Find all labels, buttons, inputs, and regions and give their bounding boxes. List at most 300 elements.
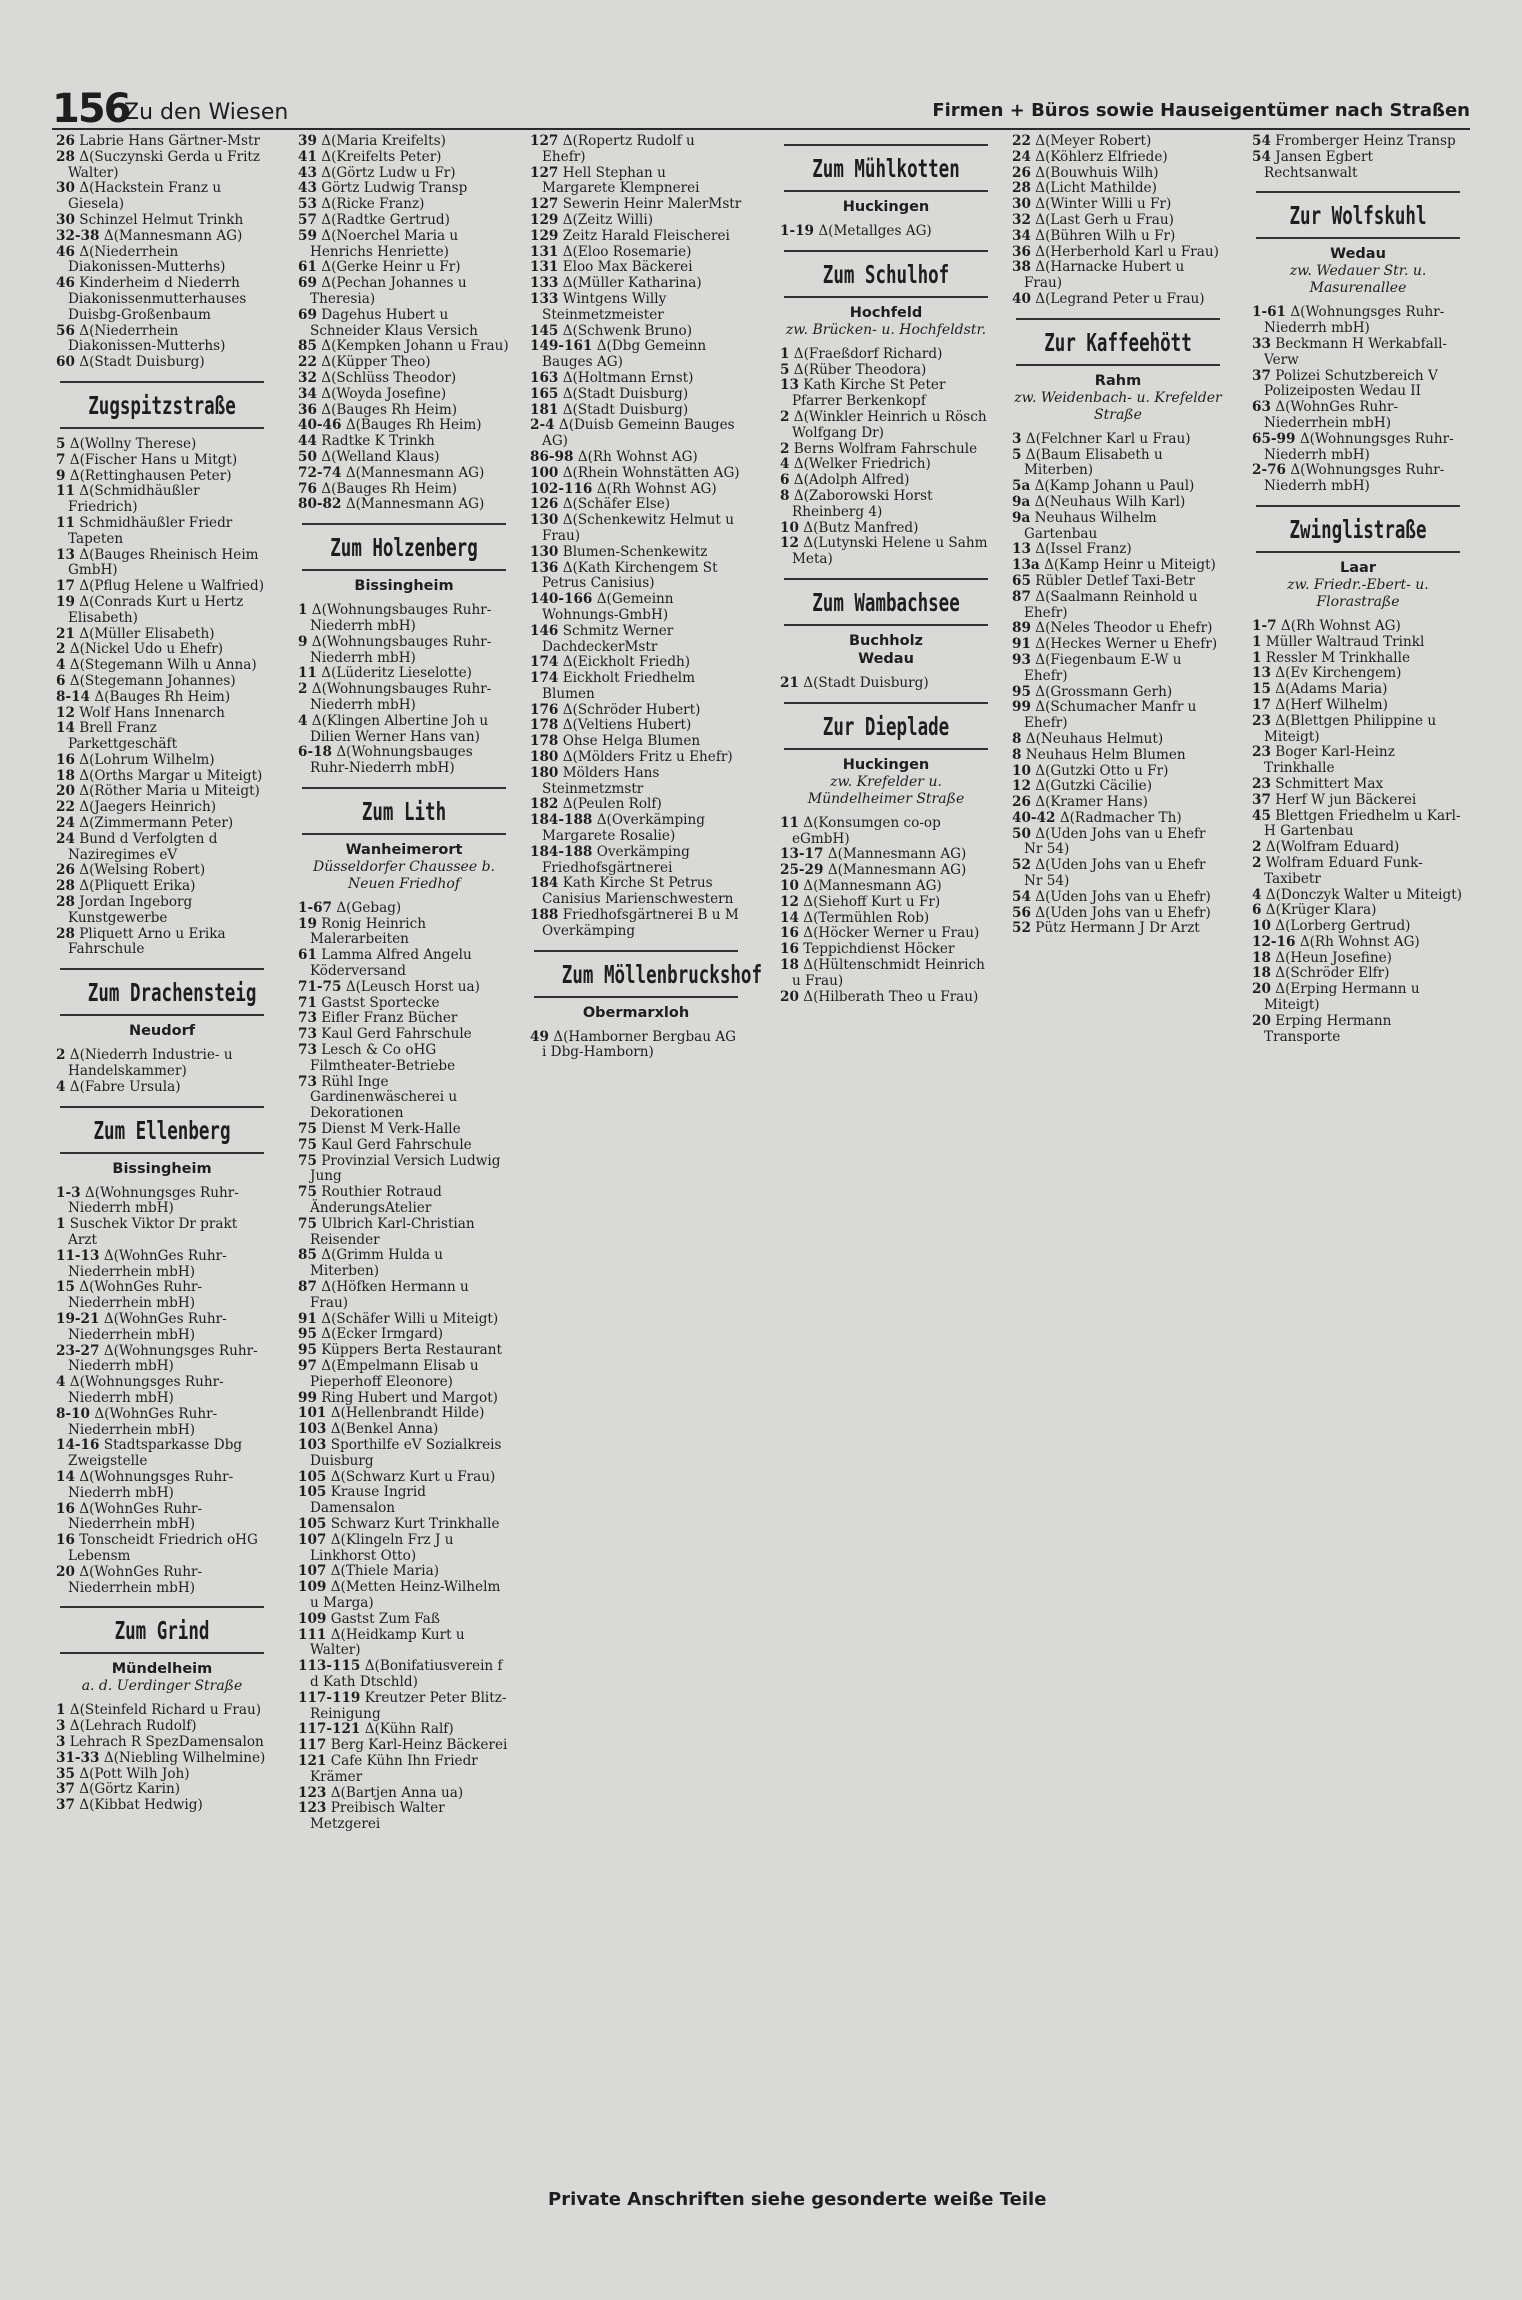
directory-entry bbox=[298, 339, 510, 355]
directory-entry bbox=[530, 466, 742, 482]
house-number: 97 bbox=[298, 1358, 317, 1374]
entry-text: Δ(Termühlen Rob) bbox=[803, 909, 930, 926]
directory-entry bbox=[298, 229, 510, 261]
house-number: 54 bbox=[1252, 133, 1271, 149]
house-number: 52 bbox=[1012, 857, 1031, 874]
house-number: 61 bbox=[298, 947, 317, 964]
directory-entry bbox=[780, 442, 992, 458]
house-number: 12 bbox=[56, 704, 75, 721]
house-number: 28 bbox=[56, 894, 75, 911]
house-number: 12 bbox=[1012, 778, 1031, 795]
house-number: 59 bbox=[298, 227, 317, 244]
house-number: 23-27 bbox=[56, 1342, 100, 1359]
directory-entry bbox=[56, 134, 268, 150]
directory-entry bbox=[780, 410, 992, 442]
house-number: 22 bbox=[1012, 133, 1031, 149]
entry-text: Δ(Kamp Johann u Paul) bbox=[1034, 478, 1195, 495]
directory-entry bbox=[1252, 919, 1464, 935]
entry-text: Neuhaus Helm Blumen bbox=[1025, 746, 1186, 763]
entry-text: Schinzel Helmut Trinkh bbox=[79, 211, 244, 228]
directory-entry bbox=[530, 387, 742, 403]
directory-entry bbox=[1252, 903, 1464, 919]
directory-entry bbox=[530, 1030, 742, 1062]
directory-entry bbox=[298, 1612, 510, 1628]
entry-text: Δ(Rhein Wohnstätten AG) bbox=[562, 464, 740, 481]
house-number: 75 bbox=[298, 1152, 317, 1169]
directory-entry bbox=[56, 1470, 268, 1502]
directory-entry bbox=[1252, 777, 1464, 793]
entry-text: Δ(Herberhold Karl u Frau) bbox=[1035, 243, 1219, 260]
district-name: Wanheimerort bbox=[345, 841, 463, 858]
directory-entry bbox=[298, 1470, 510, 1486]
directory-entry bbox=[530, 655, 742, 671]
entry-text: Δ(Suczynski Gerda u Fritz Walter) bbox=[68, 148, 261, 181]
entry-text: Δ(Conrads Kurt u Hertz Elisabeth) bbox=[68, 593, 244, 626]
district-name: Huckingen bbox=[842, 199, 930, 215]
directory-entry bbox=[530, 418, 742, 450]
house-number: 37 bbox=[1252, 367, 1271, 384]
directory-entry bbox=[56, 1080, 268, 1096]
directory-entry bbox=[530, 134, 742, 166]
entry-text: Δ(Klingen Albertine Joh u Dilien Werner Hans van) bbox=[310, 712, 489, 745]
entry-text: Wintgens Willy Steinmetzmeister bbox=[542, 290, 667, 323]
entry-text: Δ(Adams Maria) bbox=[1275, 681, 1388, 698]
directory-entry bbox=[298, 1343, 510, 1359]
house-number: 32-38 bbox=[56, 227, 100, 244]
entry-text: Δ(Last Gerh u Frau) bbox=[1035, 211, 1174, 228]
house-number: 6 bbox=[780, 472, 790, 489]
section-rule bbox=[784, 702, 988, 704]
section-rule bbox=[60, 1152, 264, 1154]
house-number: 113-115 bbox=[298, 1658, 361, 1675]
section-rule bbox=[302, 523, 506, 525]
directory-entry bbox=[780, 676, 992, 692]
entry-text: Δ(Pflug Helene u Walfried) bbox=[79, 578, 265, 595]
street-name: Zum Holzenberg bbox=[330, 533, 478, 563]
entry-text: Δ(WohnGes Ruhr-Niederrhein mbH) bbox=[68, 1500, 203, 1533]
house-number: 22 bbox=[298, 354, 317, 371]
street-name: Zum Ellenberg bbox=[93, 1115, 231, 1145]
directory-entry bbox=[530, 482, 742, 498]
directory-entry bbox=[298, 1754, 510, 1786]
house-number: 2 bbox=[1252, 839, 1262, 856]
directory-entry bbox=[298, 197, 510, 213]
entry-text: Δ(Mannesmann AG) bbox=[345, 464, 485, 481]
column-3 bbox=[530, 133, 762, 1061]
section-rule bbox=[302, 569, 506, 571]
house-number: 2 bbox=[780, 440, 790, 457]
house-number: 4 bbox=[298, 712, 308, 729]
entry-text: Δ(Thiele Maria) bbox=[330, 1563, 440, 1580]
house-number: 102-116 bbox=[530, 480, 593, 497]
house-number: 184-188 bbox=[530, 812, 593, 829]
house-number: 4 bbox=[1252, 886, 1262, 903]
entry-text: Δ(Lüderitz Lieselotte) bbox=[321, 665, 472, 682]
entry-text: Δ(Welland Klaus) bbox=[321, 448, 440, 465]
district-name: Laar bbox=[1340, 559, 1376, 576]
section-rule bbox=[1016, 364, 1220, 366]
entry-text: Δ(Ev Kirchengem) bbox=[1275, 665, 1402, 682]
directory-entry bbox=[1252, 635, 1464, 651]
house-number: 13-17 bbox=[780, 846, 824, 863]
entry-text: Δ(Fiegenbaum E-W u Ehefr) bbox=[1024, 651, 1182, 684]
directory-entry bbox=[298, 355, 510, 371]
entry-text: Δ(Mannesmann AG) bbox=[345, 496, 485, 513]
directory-entry bbox=[56, 1751, 268, 1767]
entry-text: Ohse Helga Blumen bbox=[562, 733, 701, 750]
entry-text: Δ(Ricke Franz) bbox=[321, 196, 425, 213]
house-number: 13 bbox=[56, 546, 75, 563]
house-number: 1 bbox=[56, 1702, 66, 1719]
entry-text: Δ(Radmacher Th) bbox=[1059, 809, 1182, 826]
house-number: 100 bbox=[530, 464, 559, 481]
entry-text: Δ(Bouwhuis Wilh) bbox=[1035, 164, 1159, 181]
entry-text: Δ(Schmidhäußler Friedrich) bbox=[68, 483, 200, 516]
directory-entry bbox=[780, 958, 992, 990]
house-number: 9a bbox=[1012, 509, 1031, 526]
directory-entry bbox=[1252, 400, 1464, 432]
directory-entry bbox=[1012, 653, 1224, 685]
directory-entry bbox=[530, 403, 742, 419]
directory-entry bbox=[298, 1786, 510, 1802]
house-number: 19 bbox=[298, 915, 317, 932]
directory-entry bbox=[530, 845, 742, 877]
entry-text: Δ(Höcker Werner u Frau) bbox=[803, 925, 980, 942]
house-number: 87 bbox=[298, 1279, 317, 1296]
entry-text: Δ(Wohnungsbauges Ruhr-Niederrh mbH) bbox=[310, 602, 492, 634]
house-number: 99 bbox=[1012, 699, 1031, 716]
house-number: 11 bbox=[56, 514, 75, 531]
entry-text: Δ(Empelmann Elisab u Pieperhoff Eleonore) bbox=[310, 1358, 479, 1390]
house-number: 26 bbox=[1012, 164, 1031, 181]
entry-text: Δ(Dbg Gemeinn Bauges AG) bbox=[542, 338, 707, 371]
entry-text: Rübler Detlef Taxi-Betr bbox=[1035, 572, 1196, 589]
directory-entry bbox=[298, 1659, 510, 1691]
directory-entry bbox=[1252, 432, 1464, 464]
directory-entry bbox=[1252, 134, 1464, 150]
entry-text: Δ(Zaborowski Horst Rheinberg 4) bbox=[792, 487, 933, 520]
directory-entry bbox=[56, 690, 268, 706]
directory-entry bbox=[56, 721, 268, 753]
entry-text: Δ(Görtz Ludw u Fr) bbox=[321, 164, 456, 181]
directory-entry bbox=[1252, 369, 1464, 401]
street-section-header bbox=[1252, 191, 1464, 297]
house-number: 18 bbox=[1252, 949, 1271, 966]
section-rule bbox=[784, 190, 988, 192]
house-number: 9 bbox=[56, 467, 66, 484]
entry-text: Δ(Schäfer Willi u Miteigt) bbox=[321, 1310, 499, 1327]
house-number: 107 bbox=[298, 1531, 327, 1548]
directory-entry bbox=[530, 797, 742, 813]
house-number: 2-76 bbox=[1252, 462, 1287, 479]
entry-text: Δ(Peulen Rolf) bbox=[562, 796, 662, 813]
house-number: 16 bbox=[56, 1500, 75, 1517]
house-number: 2 bbox=[780, 408, 790, 425]
entry-text: Jordan Ingeborg Kunstgewerbe bbox=[68, 894, 193, 926]
entry-text: Δ(WohnGes Ruhr-Niederrhein mbH) bbox=[68, 1563, 203, 1596]
entry-text: Stadtsparkasse Dbg Zweigstelle bbox=[68, 1437, 243, 1470]
house-number: 75 bbox=[298, 1184, 317, 1201]
section-rule bbox=[60, 1106, 264, 1108]
house-number: 30 bbox=[1012, 196, 1031, 213]
directory-entry bbox=[530, 245, 742, 261]
entry-text: Δ(Grossmann Gerh) bbox=[1035, 683, 1173, 700]
column-5 bbox=[1012, 134, 1224, 937]
house-number: 3 bbox=[1012, 430, 1022, 447]
section-rule bbox=[784, 296, 988, 298]
directory-entry bbox=[298, 482, 510, 498]
house-number: 19 bbox=[56, 593, 75, 610]
house-number: 1 bbox=[780, 345, 790, 362]
house-number: 176 bbox=[530, 701, 559, 718]
house-number: 36 bbox=[298, 401, 317, 418]
directory-entry bbox=[1012, 700, 1224, 732]
entry-text: Δ(Uden Johs van u Ehefr Nr 54) bbox=[1024, 825, 1206, 858]
directory-entry bbox=[1012, 495, 1224, 511]
house-number: 6 bbox=[1252, 902, 1262, 919]
directory-entry bbox=[530, 229, 742, 245]
entry-text: Beckmann H Werkabfall-Verw bbox=[1264, 335, 1448, 368]
entry-text: Δ(Wolfram Eduard) bbox=[1265, 839, 1400, 856]
directory-entry bbox=[56, 437, 268, 453]
directory-entry bbox=[298, 666, 510, 682]
entry-text: Labrie Hans Gärtner-Mstr bbox=[79, 133, 260, 149]
directory-entry bbox=[298, 387, 510, 403]
house-number: 129 bbox=[530, 227, 559, 244]
entry-text: Δ(Kath Kirchengem St Petrus Canisius) bbox=[542, 559, 718, 592]
directory-entry bbox=[1012, 448, 1224, 480]
directory-entry bbox=[56, 469, 268, 485]
house-number: 18 bbox=[780, 956, 799, 973]
entry-text: Ressler M Trinkhalle bbox=[1265, 649, 1410, 666]
house-number: 36 bbox=[1012, 243, 1031, 260]
house-number: 65 bbox=[1012, 572, 1031, 589]
directory-entry bbox=[298, 134, 510, 150]
directory-entry bbox=[298, 434, 510, 450]
directory-entry bbox=[298, 948, 510, 980]
entry-text: Δ(Ropertz Rudolf u Ehefr) bbox=[542, 133, 695, 165]
house-number: 85 bbox=[298, 338, 317, 355]
entry-text: Δ(Hültenschmidt Heinrich u Frau) bbox=[792, 956, 985, 989]
directory-entry bbox=[1252, 619, 1464, 635]
directory-entry bbox=[298, 1043, 510, 1075]
column-4 bbox=[780, 134, 992, 1005]
directory-entry bbox=[1252, 337, 1464, 369]
entry-text: Δ(Wohnungsges Ruhr-Niederrh mbH) bbox=[68, 1374, 224, 1406]
house-number: 2 bbox=[1252, 854, 1262, 871]
directory-entry bbox=[56, 229, 268, 245]
directory-entry bbox=[298, 1628, 510, 1660]
entry-text: Δ(Ecker Irmgard) bbox=[321, 1326, 444, 1343]
directory-entry bbox=[298, 166, 510, 182]
entry-text: Δ(Gemeinn Wohnungs-GmbH) bbox=[542, 591, 674, 623]
directory-entry bbox=[1012, 542, 1224, 558]
entry-text: Krause Ingrid Damensalon bbox=[310, 1484, 426, 1517]
house-number: 91 bbox=[1012, 636, 1031, 653]
entry-text: Δ(Küpper Theo) bbox=[321, 354, 431, 371]
entry-text: Δ(WohnGes Ruhr-Niederrhein mbH) bbox=[68, 1279, 203, 1312]
entry-text: Δ(Kibbat Hedwig) bbox=[79, 1797, 203, 1814]
entry-text: Δ(Lutynski Helene u Sahm Meta) bbox=[792, 535, 988, 568]
house-number: 16 bbox=[56, 1532, 75, 1549]
house-number: 50 bbox=[298, 448, 317, 465]
house-number: 109 bbox=[298, 1579, 327, 1596]
entry-text: Δ(Niederrh Industrie- u Handelskammer) bbox=[68, 1047, 233, 1080]
entry-text: Δ(Schröder Elfr) bbox=[1275, 965, 1390, 982]
directory-entry bbox=[298, 1722, 510, 1738]
directory-entry bbox=[530, 545, 742, 561]
entry-text: Provinzial Versich Ludwig Jung bbox=[310, 1152, 501, 1185]
entry-text: Δ(Fischer Hans u Mitgt) bbox=[69, 451, 238, 468]
directory-entry bbox=[298, 181, 510, 197]
directory-entry bbox=[298, 1691, 510, 1723]
house-number: 95 bbox=[298, 1342, 317, 1359]
house-number: 117-121 bbox=[298, 1721, 361, 1738]
house-number: 32 bbox=[298, 369, 317, 386]
directory-entry bbox=[1012, 197, 1224, 213]
directory-entry bbox=[298, 1185, 510, 1217]
house-number: 54 bbox=[1252, 148, 1271, 165]
directory-entry bbox=[298, 1391, 510, 1407]
directory-entry bbox=[298, 1406, 510, 1422]
entry-text: Δ(Wollny Therese) bbox=[69, 435, 197, 452]
entry-text: Schwarz Kurt Trinkhalle bbox=[330, 1515, 500, 1532]
directory-entry bbox=[780, 942, 992, 958]
entry-text: Görtz Ludwig Transp bbox=[321, 180, 468, 197]
house-number: 28 bbox=[56, 878, 75, 895]
district-name: Bissingheim bbox=[354, 578, 454, 595]
house-number: 101 bbox=[298, 1405, 327, 1422]
entry-text: Brell Franz Parkettgeschäft bbox=[68, 720, 178, 753]
directory-entry bbox=[56, 516, 268, 548]
directory-entry bbox=[56, 1344, 268, 1376]
directory-entry bbox=[298, 1027, 510, 1043]
street-section-header bbox=[56, 1606, 268, 1695]
directory-entry bbox=[56, 1048, 268, 1080]
entry-text: Δ(Niebling Wilhelmine) bbox=[103, 1749, 266, 1766]
house-number: 117 bbox=[298, 1737, 327, 1754]
house-number: 4 bbox=[56, 657, 66, 674]
entry-text: Pütz Hermann J Dr Arzt bbox=[1035, 920, 1200, 937]
section-rule bbox=[784, 748, 988, 750]
directory-entry bbox=[1012, 574, 1224, 590]
directory-entry bbox=[1252, 651, 1464, 667]
directory-entry bbox=[56, 1565, 268, 1597]
entry-text: Lamma Alfred Angelu Köderversand bbox=[310, 947, 472, 980]
house-number: 75 bbox=[298, 1121, 317, 1138]
entry-text: Δ(Herf Wilhelm) bbox=[1275, 696, 1388, 713]
entry-text: Δ(Wohnungsges Ruhr-Niederrh mbH) bbox=[1264, 462, 1445, 495]
directory-entry bbox=[298, 745, 510, 777]
directory-entry bbox=[1012, 590, 1224, 622]
house-number: 133 bbox=[530, 290, 559, 307]
house-number: 13a bbox=[1012, 557, 1040, 574]
entry-text: Δ(Wohnungsges Ruhr-Niederrh mbH) bbox=[68, 1184, 239, 1217]
house-number: 15 bbox=[1252, 681, 1271, 698]
directory-entry bbox=[56, 674, 268, 690]
house-number: 5 bbox=[780, 361, 790, 378]
house-number: 14 bbox=[56, 720, 75, 737]
directory-entry bbox=[1252, 714, 1464, 746]
house-number: 21 bbox=[56, 625, 75, 642]
entry-text: Δ(Grimm Hulda u Miterben) bbox=[310, 1247, 444, 1280]
house-number: 20 bbox=[1252, 1012, 1271, 1029]
entry-text: Lesch & Co oHG Filmtheater-Betriebe bbox=[310, 1042, 456, 1074]
column-1 bbox=[56, 134, 268, 1814]
entry-text: Δ(Rettinghausen Peter) bbox=[69, 467, 232, 484]
directory-entry bbox=[298, 1485, 510, 1517]
section-rule bbox=[302, 787, 506, 789]
entry-text: Bund d Verfolgten d Naziregimes eV bbox=[68, 830, 218, 863]
entry-text: Δ(Rh Wohnst AG) bbox=[577, 448, 698, 465]
street-name: Zum Schulhof bbox=[822, 259, 950, 289]
entry-text: Δ(Schenkewitz Helmut u Frau) bbox=[542, 512, 734, 544]
house-number: 103 bbox=[298, 1421, 327, 1438]
entry-text: Δ(Schwarz Kurt u Frau) bbox=[330, 1468, 496, 1485]
directory-entry bbox=[780, 489, 992, 521]
house-number: 131 bbox=[530, 243, 559, 260]
entry-text: Δ(Bauges Rh Heim) bbox=[321, 480, 458, 497]
entry-text: Δ(Wohnungsbauges Ruhr-Niederrh mbH) bbox=[310, 744, 473, 777]
column-6 bbox=[1252, 134, 1464, 1045]
house-number: 25-29 bbox=[780, 862, 824, 879]
house-number: 20 bbox=[56, 783, 75, 800]
entry-text: Δ(Welsing Robert) bbox=[79, 862, 206, 879]
directory-entry bbox=[56, 863, 268, 879]
house-number: 1 bbox=[56, 1216, 66, 1233]
house-number: 37 bbox=[56, 1797, 75, 1814]
directory-entry bbox=[1012, 748, 1224, 764]
column-2 bbox=[298, 134, 510, 1833]
directory-entry bbox=[56, 927, 268, 959]
entry-text: Herf W jun Bäckerei bbox=[1275, 791, 1417, 808]
entry-text: Δ(Rüber Theodora) bbox=[793, 361, 927, 378]
house-number: 4 bbox=[56, 1078, 66, 1095]
entry-text: Mölders Hans Steinmetzmstr bbox=[542, 764, 660, 797]
entry-text: Δ(Uden Johs van u Ehefr) bbox=[1035, 904, 1211, 921]
directory-entry bbox=[1252, 840, 1464, 856]
directory-entry bbox=[780, 378, 992, 410]
house-number: 34 bbox=[1012, 227, 1031, 244]
directory-entry bbox=[298, 150, 510, 166]
house-number: 10 bbox=[780, 519, 799, 536]
house-number: 178 bbox=[530, 733, 559, 750]
directory-entry bbox=[1252, 698, 1464, 714]
entry-text: Δ(Hamborner Bergbau AG i Dbg-Hamborn) bbox=[542, 1028, 737, 1061]
entry-text: Δ(WohnGes Ruhr-Niederrhein mbH) bbox=[68, 1405, 218, 1438]
house-number: 121 bbox=[298, 1752, 327, 1769]
street-section-header bbox=[1012, 318, 1224, 424]
street-name: Zur Dieplade bbox=[822, 711, 950, 741]
entry-text: Δ(Stegemann Johannes) bbox=[69, 672, 236, 689]
house-number: 69 bbox=[298, 306, 317, 323]
entry-text: Δ(Steinfeld Richard u Frau) bbox=[69, 1702, 262, 1719]
directory-entry bbox=[1012, 827, 1224, 859]
street-location-note: Düsseldorfer Chaussee b. Neuen Friedhof bbox=[313, 858, 495, 892]
house-number: 133 bbox=[530, 275, 559, 292]
entry-text: Suschek Viktor Dr prakt Arzt bbox=[68, 1216, 238, 1249]
directory-entry bbox=[298, 1154, 510, 1186]
entry-text: Δ(Mannesmann AG) bbox=[827, 846, 967, 863]
entry-text: Δ(Jaegers Heinrich) bbox=[79, 799, 217, 816]
house-number: 14-16 bbox=[56, 1437, 100, 1454]
entry-text: Δ(Pott Wilh Joh) bbox=[79, 1765, 190, 1782]
entry-text: Δ(Baum Elisabeth u Miterben) bbox=[1024, 446, 1163, 479]
directory-entry bbox=[1252, 793, 1464, 809]
directory-entry bbox=[780, 879, 992, 895]
directory-entry bbox=[530, 750, 742, 766]
entry-text: Δ(Kramer Hans) bbox=[1035, 794, 1148, 811]
